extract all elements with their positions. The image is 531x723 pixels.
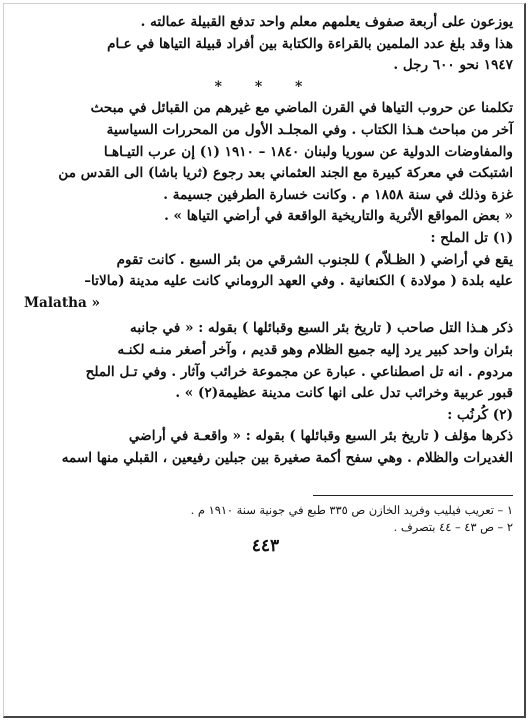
text-line: ١٩٤٧ نحو ٦٠٠ رجل . <box>393 57 513 74</box>
latin-text: Malatha » <box>24 294 101 311</box>
footnotes <box>18 502 513 536</box>
text-line: آخر من مباحث هـذا الكتاب . وفي المجلـد الأول من المحررات السياسية <box>106 121 513 138</box>
text-line: الغديرات والظلام . وهي سفح أكمة صغيرة بين جبلين رفيعين ، القبلي منها اسمه <box>61 449 513 466</box>
text-line: ذكر هـذا التل صاحب ( تاريخ بئر السبع وقبائلها ) بقوله : « في جانبه <box>130 320 513 337</box>
footnote-divider <box>313 495 513 496</box>
section-title: « بعض المواقع الأثرية والتاريخية الواقعة في أراضي التياها » . <box>164 208 513 225</box>
text-line: اشتبكت في معركة كبيرة مع الجند العثماني بعد رجوع (ثريا باشا) الى القدس من <box>58 165 513 182</box>
text-line: عليه بلدة ( مولادة ) الكنعانية . وفي العهد الروماني كانت عليه مدينة (مالاتا– <box>84 273 513 290</box>
document-page <box>18 12 513 558</box>
text-line: والمفاوضات الدولية عن سوريا ولبنان ١٨٤٠ – ١٩١٠ (١) إن عرب التيـاهـا <box>103 143 513 160</box>
text-line: قبور عربية وخرائب تدل على انها كانت مدينة عظيمة(٢) » . <box>175 385 513 402</box>
heading-tell-al-milh: (١) تل الملح : <box>430 229 513 246</box>
footnote: ٢ – ص ٤٣ – ٤٤ بتصرف . <box>393 520 513 535</box>
text-line: هذا وقد بلغ عدد الملمين بالقراءة والكتابة بين أفراد قبيلة التياها في عـام <box>107 35 513 52</box>
text-line: بئران واحد كبير يرد إليه جميع الظلام وهو قديم ، وآخر أصغر منـه لكنـه <box>117 341 513 358</box>
text-line: يقع في أراضي ( الظـلاّم ) للجنوب الشرقي من بئر السبع . كانت تقوم <box>116 251 513 268</box>
text-line: مردوم . انه تل اصطناعي . عبارة عن مجموعة خرائب وآثار . وفي تـل الملح <box>85 363 513 380</box>
text-line: يوزعون على أربعة صفوف يعلمهم معلم واحد تدفع القبيلة عمالته . <box>140 14 513 30</box>
text-line: تكلمنا عن حروب التياها في القرن الماضي مع غيرهم من القبائل في مبحث <box>90 100 513 117</box>
text-line: غزة وذلك في سنة ١٨٥٨ م . وكانت خسارة الطرفين جسيمة . <box>163 186 513 203</box>
paragraph-tell-description <box>18 318 513 404</box>
page-number: ٤٤٣ <box>251 536 280 557</box>
section-separator: * * * <box>214 78 317 95</box>
paragraph-wars <box>18 98 513 206</box>
heading-kurnub: (٢) كُرنُب : <box>447 406 513 423</box>
paragraph-kurnub <box>18 426 513 469</box>
text-line: ذكرها مؤلف ( تاريخ بئر السبع وقبائلها ) بقوله : « واقعـة في أراضي <box>128 428 513 445</box>
paragraph-school <box>18 12 513 77</box>
paragraph-tell-location <box>18 250 513 315</box>
footnote: ١ – تعريب فيليب وفريد الخازن ص ٣٣٥ طبع في جونية سنة ١٩١٠ م . <box>190 503 513 518</box>
